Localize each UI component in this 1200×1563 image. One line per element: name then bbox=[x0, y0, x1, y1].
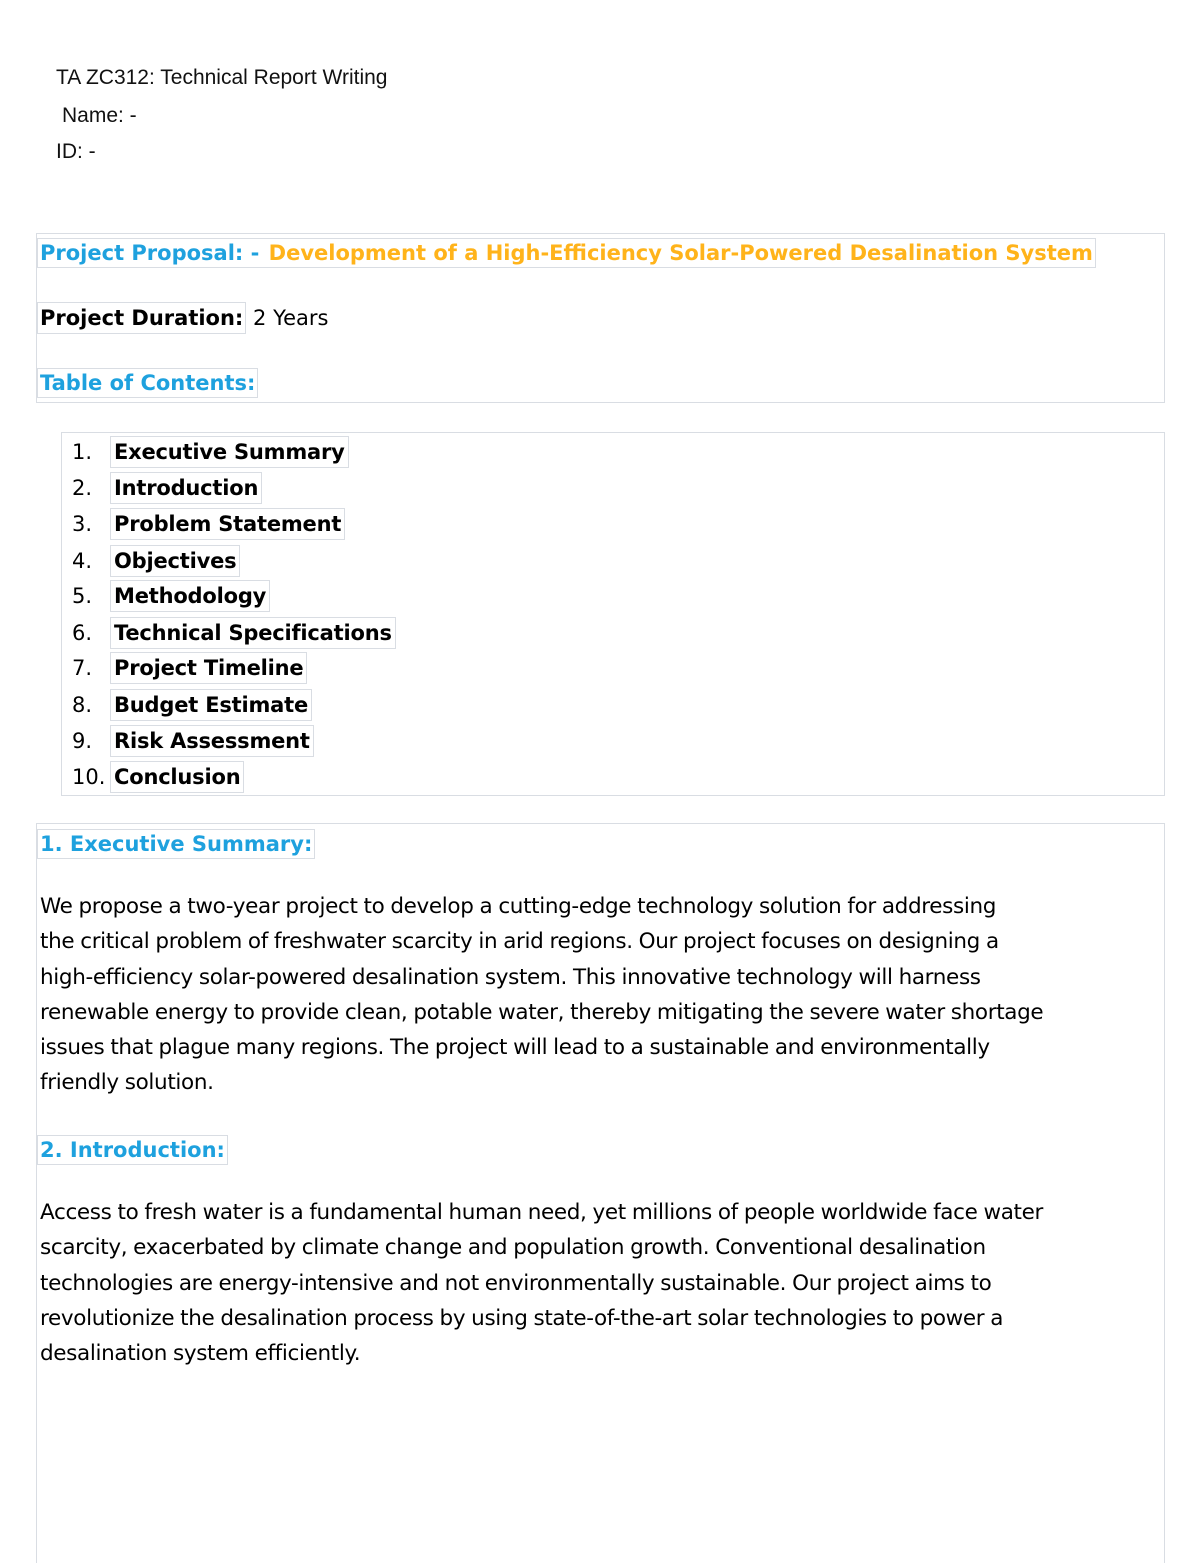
toc-item-number: 7. bbox=[72, 656, 93, 680]
paragraph-line: desalination system efficiently. bbox=[40, 1341, 361, 1367]
section-heading-line bbox=[37, 829, 315, 859]
paragraph-line: Access to fresh water is a fundamental human need, yet millions of people worldwide face water bbox=[40, 1200, 1043, 1225]
proposal-label: Project Proposal: - bbox=[40, 241, 260, 265]
paragraph-line: friendly solution. bbox=[40, 1070, 214, 1096]
toc-item-number: 4. bbox=[72, 549, 93, 573]
proposal-title-line bbox=[37, 238, 1096, 268]
paragraph-line: scarcity, exacerbated by climate change and population growth. Conventional desalination bbox=[40, 1235, 986, 1261]
student-name: Name: - bbox=[62, 104, 137, 127]
toc-item-label[interactable]: Technical Specifications bbox=[110, 617, 396, 649]
duration-value: 2 Years bbox=[253, 306, 329, 330]
toc-item-label[interactable]: Introduction bbox=[110, 472, 262, 504]
toc-item-label[interactable]: Executive Summary bbox=[110, 436, 349, 468]
toc-item-number: 8. bbox=[72, 693, 93, 717]
toc-item-label[interactable]: Project Timeline bbox=[110, 652, 307, 684]
toc-item[interactable] bbox=[72, 617, 396, 649]
toc-item-number: 1. bbox=[72, 440, 93, 464]
toc-item-label[interactable]: Conclusion bbox=[110, 761, 244, 793]
introduction-text bbox=[40, 1195, 1165, 1371]
toc-item[interactable] bbox=[72, 436, 349, 468]
toc-item[interactable] bbox=[72, 580, 270, 612]
toc-item-number: 6. bbox=[72, 621, 93, 645]
executive-summary-text bbox=[40, 889, 1165, 1101]
toc-item[interactable] bbox=[72, 545, 240, 577]
section-heading-line bbox=[37, 1135, 228, 1165]
executive-summary-heading: 1. Executive Summary: bbox=[37, 829, 315, 859]
toc-item[interactable] bbox=[72, 508, 345, 540]
toc-heading-line bbox=[37, 368, 258, 398]
course-title: TA ZC312: Technical Report Writing bbox=[56, 66, 388, 89]
toc-item-label[interactable]: Problem Statement bbox=[110, 508, 345, 540]
paragraph-line: technologies are energy-intensive and not environmentally sustainable. Our project aims to bbox=[40, 1270, 992, 1296]
introduction-heading: 2. Introduction: bbox=[37, 1135, 228, 1165]
toc-item-label[interactable]: Risk Assessment bbox=[110, 725, 314, 757]
proposal-title: Development of a High-Efficiency Solar-Powered Desalination System bbox=[267, 238, 1096, 268]
toc-item-number: 5. bbox=[72, 584, 93, 608]
toc-item-number: 2. bbox=[72, 476, 93, 500]
paragraph-line: high-efficiency solar-powered desalination system. This innovative technology will harness bbox=[40, 964, 981, 990]
paragraph-line: renewable energy to provide clean, potable water, thereby mitigating the severe water shortage bbox=[40, 999, 1044, 1025]
toc-item-number: 10. bbox=[72, 765, 106, 789]
toc-item-label[interactable]: Methodology bbox=[110, 580, 270, 612]
student-id: ID: - bbox=[56, 140, 96, 163]
toc-item[interactable] bbox=[72, 725, 314, 757]
toc-item-number: 9. bbox=[72, 729, 93, 753]
paragraph-line: We propose a two-year project to develop a cutting-edge technology solution for addressing bbox=[40, 894, 997, 919]
toc-item-label[interactable]: Objectives bbox=[110, 545, 240, 577]
toc-item[interactable] bbox=[72, 761, 244, 793]
paragraph-line: revolutionize the desalination process by using state-of-the-art solar technologies to power a bbox=[40, 1305, 1004, 1331]
toc-item[interactable] bbox=[72, 472, 262, 504]
paragraph-line: issues that plague many regions. The project will lead to a sustainable and environmentally bbox=[40, 1035, 990, 1061]
toc-heading: Table of Contents: bbox=[37, 368, 258, 398]
paragraph-line: the critical problem of freshwater scarcity in arid regions. Our project focuses on designing a bbox=[40, 929, 999, 955]
project-duration bbox=[37, 302, 328, 334]
toc-item[interactable] bbox=[72, 689, 312, 721]
duration-label: Project Duration: bbox=[37, 302, 246, 334]
toc-item-number: 3. bbox=[72, 512, 93, 536]
proposal-label-tag bbox=[37, 238, 267, 268]
toc-item[interactable] bbox=[72, 652, 307, 684]
toc-item-label[interactable]: Budget Estimate bbox=[110, 689, 312, 721]
